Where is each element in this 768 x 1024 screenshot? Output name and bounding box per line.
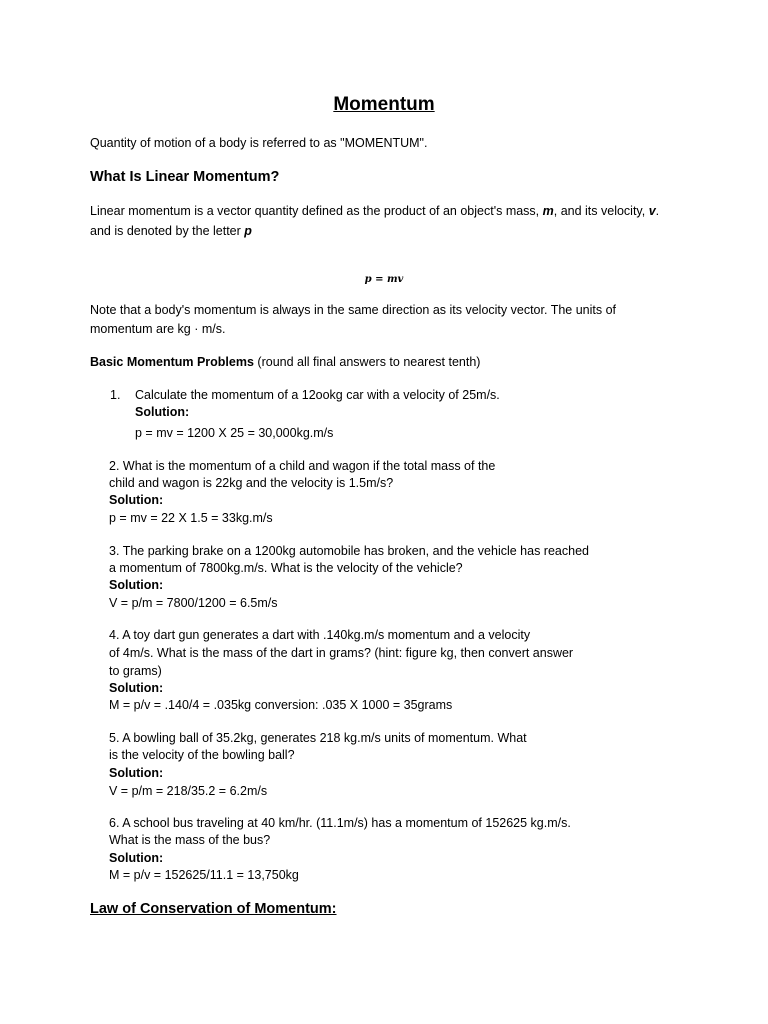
problem-4-question-line-1 [109, 628, 530, 642]
definition-text: Linear momentum is a vector quantity defined as the product of an object's mass, [90, 204, 543, 218]
note-line-2: momentum are kg · m/s. [90, 322, 226, 336]
problem-2-answer: p = mv = 22 X 1.5 = 33kg.m/s [109, 511, 273, 525]
problem-1-solution-label: Solution: [135, 405, 190, 419]
problem-5-answer: V = p/m = 218/35.2 = 6.2m/s [109, 784, 268, 798]
mass-symbol: m [542, 204, 554, 218]
problem-4-question-line-2: of 4m/s. What is the mass of the dart in grams? (hint: figure kg, then convert answer [109, 646, 574, 660]
problem-3-number: 3. [109, 544, 120, 558]
definition-text: and is denoted by the letter [90, 224, 245, 238]
problem-1-question: Calculate the momentum of a 12ookg car with a velocity of 25m/s. [135, 388, 500, 402]
problem-2-question-text: What is the momentum of a child and wagon if the total mass of the [122, 459, 496, 473]
problem-1-answer: p = mv = 1200 X 25 = 30,000kg.m/s [135, 426, 334, 440]
velocity-symbol: v [648, 204, 656, 218]
section-heading-linear-momentum: What Is Linear Momentum? [90, 169, 280, 185]
definition-text: , and its velocity, [553, 204, 649, 218]
problem-4-question-text: A toy dart gun generates a dart with .140kg.m/s momentum and a velocity [122, 628, 531, 642]
problems-heading [90, 355, 480, 369]
problem-4-question-line-3: to grams) [109, 664, 162, 678]
problem-5-question-line-1 [109, 731, 527, 745]
problem-5-number: 5. [109, 731, 120, 745]
problem-1-number: 1. [110, 388, 121, 402]
problem-6-question-line-2: What is the mass of the bus? [109, 833, 271, 847]
note-line-1: Note that a body's momentum is always in the same direction as its velocity vector. The units of [90, 303, 617, 317]
problem-4-answer: M = p/v = .140/4 = .035kg conversion: .035 X 1000 = 35grams [109, 698, 453, 712]
definition-text: . [655, 204, 660, 218]
problem-2-solution-label: Solution: [109, 493, 164, 507]
problem-5-question-text: A bowling ball of 35.2kg, generates 218 kg.m/s units of momentum. What [122, 731, 527, 745]
problem-5-question-line-2: is the velocity of the bowling ball? [109, 748, 295, 762]
problem-3-solution-label: Solution: [109, 578, 164, 592]
definition-line-1 [90, 204, 659, 218]
problem-3-question-text: The parking brake on a 1200kg automobile has broken, and the vehicle has reached [122, 544, 589, 558]
problem-6-number: 6. [109, 816, 120, 830]
intro-text: Quantity of motion of a body is referred to as "MOMENTUM". [90, 136, 428, 150]
problems-heading-note: (round all final answers to nearest tenth) [253, 355, 481, 369]
problem-4-number: 4. [109, 628, 120, 642]
problem-2-number: 2. [109, 459, 120, 473]
law-of-conservation-heading: Law of Conservation of Momentum: [90, 901, 337, 917]
problem-6-answer: M = p/v = 152625/11.1 = 13,750kg [109, 868, 299, 882]
problem-2-question-line-1 [109, 459, 495, 473]
problem-3-question-line-2: a momentum of 7800kg.m/s. What is the velocity of the vehicle? [109, 561, 463, 575]
problems-heading-bold: Basic Momentum Problems [90, 355, 254, 369]
problem-4-solution-label: Solution: [109, 681, 164, 695]
problem-5-solution-label: Solution: [109, 766, 164, 780]
problem-3-question-line-1 [109, 544, 589, 558]
problem-3-answer: V = p/m = 7800/1200 = 6.5m/s [109, 596, 278, 610]
momentum-formula: p = mv [364, 274, 404, 285]
problem-6-question-text: A school bus traveling at 40 km/hr. (11.1m/s) has a momentum of 152625 kg.m/s. [122, 816, 571, 830]
problem-6-solution-label: Solution: [109, 851, 164, 865]
momentum-symbol: p [244, 224, 252, 238]
page-title: Momentum [333, 94, 435, 115]
definition-line-2 [90, 224, 252, 238]
problem-6-question-line-1 [109, 816, 571, 830]
problem-2-question-line-2: child and wagon is 22kg and the velocity is 1.5m/s? [109, 476, 394, 490]
